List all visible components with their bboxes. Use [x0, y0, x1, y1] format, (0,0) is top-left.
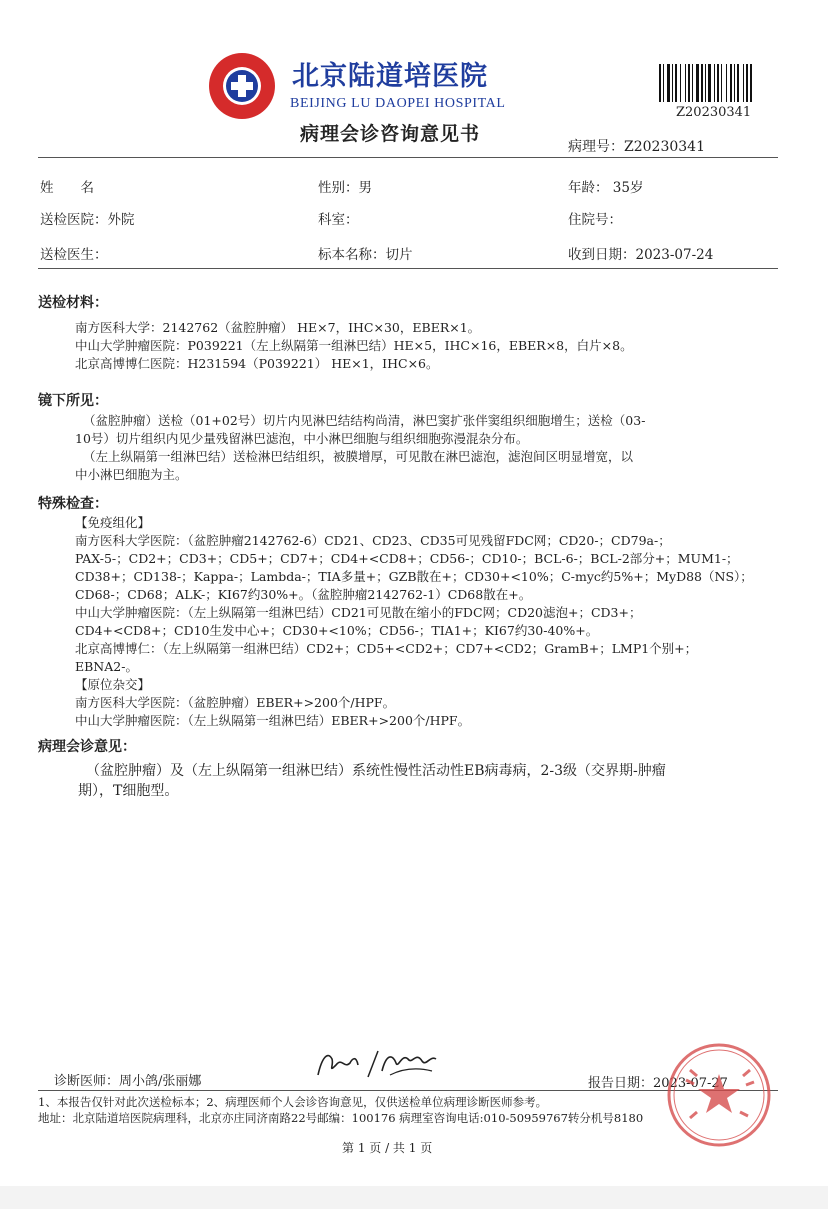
hospital-name-en: BEIJING LU DAOPEI HOSPITAL: [290, 96, 506, 111]
specimen-name: 标本名称：切片: [318, 247, 413, 263]
materials-line: 南方医科大学：2142762（盆腔肿瘤） HE×7，IHC×30，EBER×1。: [75, 320, 481, 335]
ish-line: 南方医科大学医院：（盆腔肿瘤）EBER+>200个/HPF。: [75, 695, 396, 710]
footer-note: 1、本报告仅针对此次送检标本；2、病理医师个人会诊咨询意见，仅供送检单位病理诊断医师参考。: [38, 1095, 548, 1109]
inpatient-number: 住院号：: [568, 212, 622, 228]
microscopy-line: （盆腔肿瘤）送检（01+02号）切片内见淋巴结结构尚清，淋巴窦扩张伴窦组织细胞增生；送检（03-: [83, 413, 646, 428]
ihc-line: EBNA2-。: [75, 659, 138, 674]
opinion-line: 期），T细胞型。: [78, 783, 179, 799]
diagnosing-doctor: 诊断医师：周小鸽/张丽娜: [54, 1074, 202, 1089]
page-number: 第 1 页 / 共 1 页: [342, 1141, 433, 1155]
signature-icon: [312, 1045, 442, 1081]
ihc-line: CD68-；CD68；ALK-；KI67约30%+。（盆腔肿瘤2142762-1）CD68散在+。: [75, 587, 532, 602]
ihc-line: CD38+；CD138-；Kappa-；Lambda-；TIA多量+；GZB散在+；CD30+<10%；C-myc约5%+；MyD88（NS）；: [75, 569, 753, 584]
opinion-heading: 病理会诊意见：: [38, 739, 136, 755]
opinion-line: （盆腔肿瘤）及（左上纵隔第一组淋巴结）系统性慢性活动性EB病毒病，2-3级（交界期-肿瘤: [86, 763, 666, 779]
ihc-line: PAX-5-；CD2+；CD3+；CD5+；CD7+；CD4+<CD8+；CD56-；CD10-；BCL-6-；BCL-2部分+；MUM1-；: [75, 551, 739, 566]
sending-hospital: 送检医院：外院: [40, 212, 135, 228]
ihc-line: CD4+<CD8+；CD10生发中心+；CD30+<10%；CD56-；TIA1+；KI67约30-40%+。: [75, 623, 599, 638]
sending-doctor: 送检医生：: [40, 247, 108, 263]
ihc-label: 【免疫组化】: [75, 515, 151, 530]
received-date: 收到日期：2023-07-24: [568, 247, 714, 263]
barcode-number: Z20230341: [676, 105, 752, 120]
hospital-logo-icon: [207, 51, 277, 121]
report-date: 报告日期：2023-07-27: [588, 1076, 728, 1091]
document-title: 病理会诊咨询意见书: [300, 123, 481, 145]
patient-gender: 性别：男: [318, 180, 372, 196]
hospital-seal-icon: [664, 1040, 774, 1150]
hospital-name-cn: 北京陆道培医院: [292, 61, 488, 92]
pathology-number-label: 病理号：: [568, 139, 624, 155]
ihc-line: 南方医科大学医院：（盆腔肿瘤2142762-6）CD21、CD23、CD35可见残留FDC网；CD20-；CD79a-；: [75, 533, 671, 548]
patient-name: 姓 名: [40, 180, 94, 196]
materials-line: 中山大学肿瘤医院：P039221（左上纵隔第一组淋巴结）HE×5，IHC×16，EBER×8，白片×8。: [75, 338, 633, 353]
info-divider: [38, 268, 778, 269]
pathology-number-value: Z20230341: [624, 139, 705, 155]
header-divider: [38, 157, 778, 158]
ihc-line: 北京高博博仁：（左上纵隔第一组淋巴结）CD2+；CD5+<CD2+；CD7+<CD2；GramB+；LMP1个别+；: [75, 641, 698, 656]
microscopy-line: 中小淋巴细胞为主。: [75, 467, 188, 482]
barcode-icon: [658, 64, 776, 102]
microscopy-line: （左上纵隔第一组淋巴结）送检淋巴结组织，被膜增厚，可见散在淋巴滤泡，滤泡间区明显增宽，以: [83, 449, 634, 464]
footer-address: 地址：北京陆道培医院病理科，北京亦庄同济南路22号邮编：100176 病理室咨询电话:010-50959767转分机号8180: [38, 1111, 644, 1125]
patient-age: 年龄： 35岁: [568, 180, 644, 196]
ish-label: 【原位杂交】: [75, 677, 151, 692]
ihc-line: 中山大学肿瘤医院：（左上纵隔第一组淋巴结）CD21可见散在缩小的FDC网；CD20滤泡+；CD3+；: [75, 605, 642, 620]
special-heading: 特殊检查：: [38, 496, 108, 512]
microscopy-heading: 镜下所见：: [38, 393, 108, 409]
pathology-number: [568, 136, 705, 156]
materials-heading: 送检材料：: [38, 295, 108, 311]
ish-line: 中山大学肿瘤医院：（左上纵隔第一组淋巴结）EBER+>200个/HPF。: [75, 713, 471, 728]
materials-line: 北京高博博仁医院：H231594（P039221） HE×1，IHC×6。: [75, 356, 439, 371]
department: 科室：: [318, 212, 359, 228]
microscopy-line: 10号）切片组织内见少量残留淋巴滤泡，中小淋巴细胞与组织细胞弥漫混杂分布。: [75, 431, 529, 446]
